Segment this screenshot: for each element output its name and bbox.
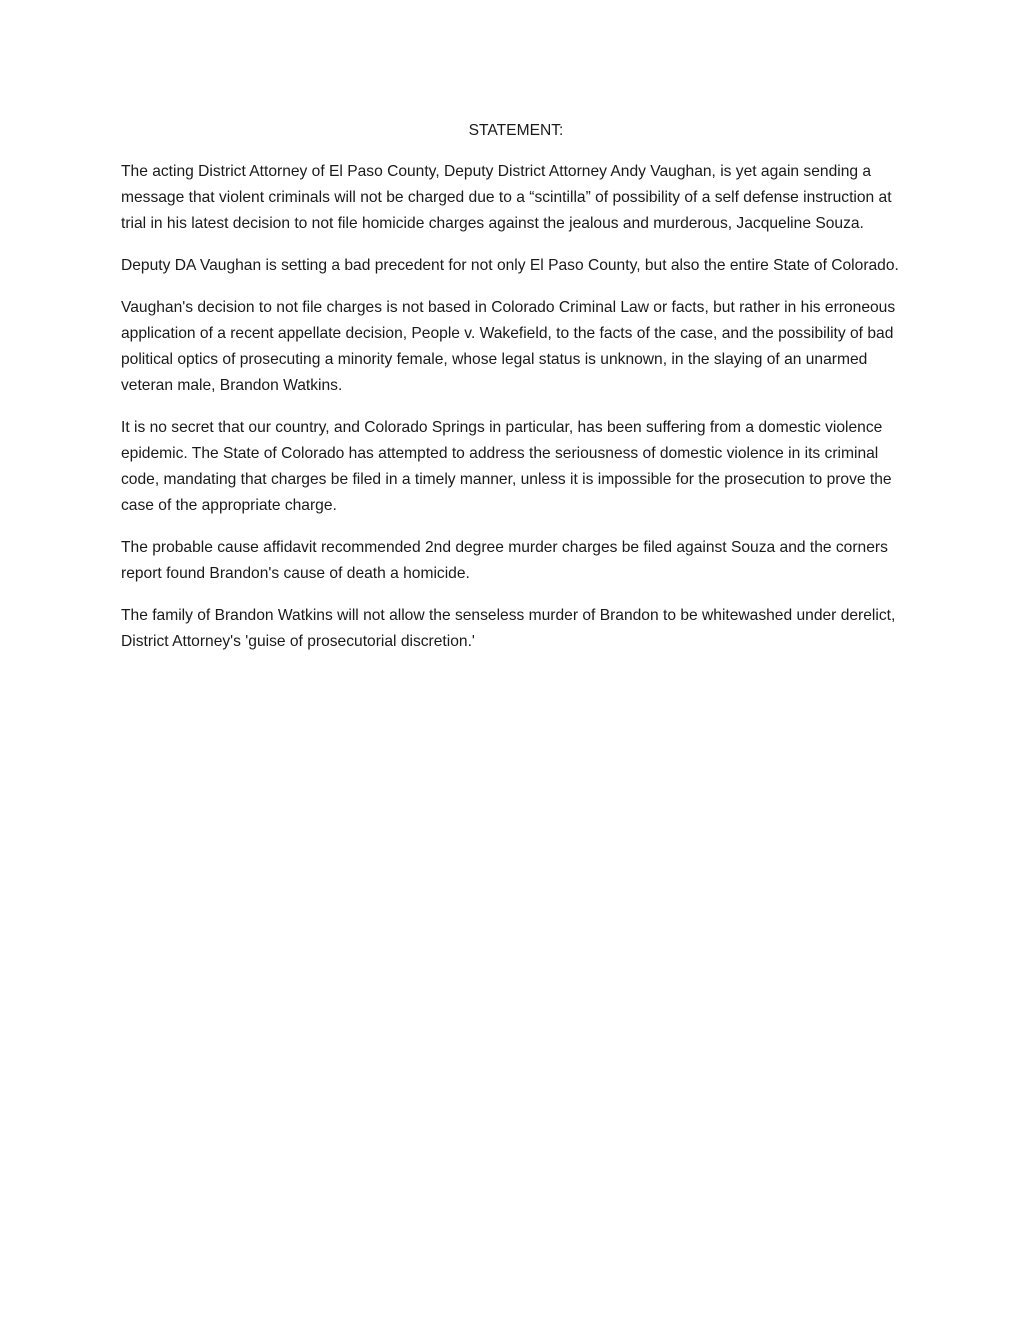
- paragraph-4: It is no secret that our country, and Colorado Springs in particular, has been suffering from a domestic violence epidemic. The State of Colorado has attempted to address the seriousness of domestic violence in its criminal code, mandating that charges be filed in a timely manner, unless it is impossible for the prosecution to prove the case of the appropriate charge.: [121, 419, 892, 514]
- paragraph-6: The family of Brandon Watkins will not allow the senseless murder of Brandon to be whitewashed under derelict, District Attorney's 'guise of prosecutorial discretion.': [121, 607, 896, 650]
- paragraph-3: Vaughan's decision to not file charges is not based in Colorado Criminal Law or facts, but rather in his erroneous application of a recent appellate decision, People v. Wakefield, to the facts of the case, and the possibility of bad political optics of prosecuting a minority female, whose legal status is unknown, in the slaying of an unarmed veteran male, Brandon Watkins.: [121, 299, 896, 394]
- statement-heading: STATEMENT:: [468, 122, 564, 139]
- paragraph-2: Deputy DA Vaughan is setting a bad precedent for not only El Paso County, but also the entire State of Colorado.: [121, 257, 899, 274]
- paragraph-5: The probable cause affidavit recommended 2nd degree murder charges be filed against Souza and the corners report found Brandon's cause of death a homicide.: [121, 539, 888, 582]
- paragraph-1: The acting District Attorney of El Paso County, Deputy District Attorney Andy Vaughan, is yet again sending a message that violent criminals will not be charged due to a “scintilla” of possibility of a self defense instruction at trial in his latest decision to not file homicide charges against the jealous and murderous, Jacqueline Souza.: [121, 163, 892, 232]
- document-body: [121, 120, 911, 671]
